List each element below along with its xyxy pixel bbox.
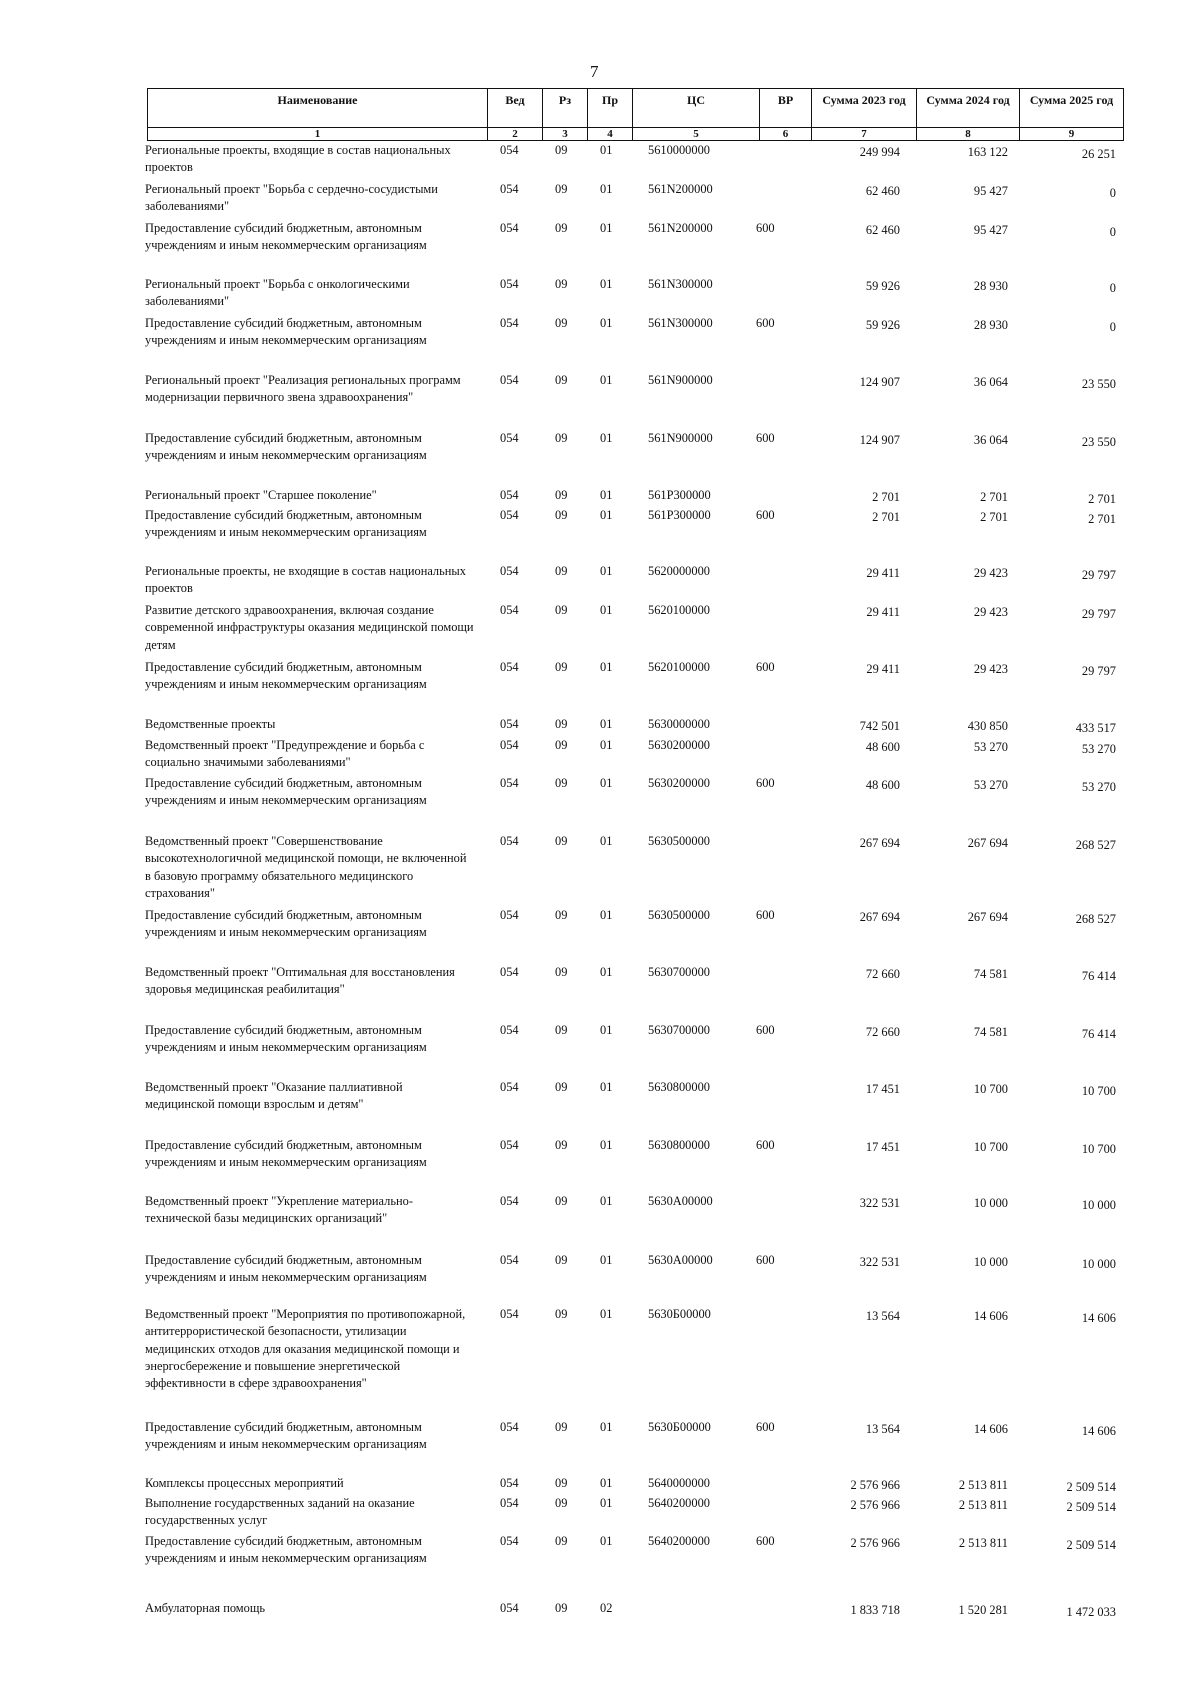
cell-cs: 5630800000 [648, 1138, 710, 1152]
cell-cs: 5630000000 [648, 717, 710, 731]
cell-vr: 600 [756, 908, 775, 922]
cell-s2024: 29 423 [973, 605, 1008, 619]
cell-s2023: 72 660 [865, 967, 900, 981]
cell-s2023: 1 833 718 [850, 1603, 900, 1617]
cell-ved: 054 [500, 1420, 519, 1434]
cell-vr: 600 [756, 1420, 775, 1434]
cell-vr: 600 [756, 1023, 775, 1037]
cell-s2024: 14 606 [973, 1422, 1008, 1436]
col-number: 9 [1020, 128, 1124, 141]
cell-ved: 054 [500, 373, 519, 387]
cell-cs: 5640200000 [648, 1534, 710, 1548]
cell-cs: 5620100000 [648, 660, 710, 674]
cell-name: Ведомственный проект "Укрепление материально-технической базы медицинских организаций" [145, 1194, 413, 1226]
col-header-pr: Пр [588, 89, 633, 128]
cell-ved: 054 [500, 143, 519, 157]
cell-s2023: 29 411 [866, 662, 900, 676]
cell-name: Предоставление субсидий бюджетным, автономным учреждениям и иным некоммерческим организациям [145, 508, 427, 540]
cell-name: Ведомственный проект "Предупреждение и борьба с социально значимыми заболеваниями" [145, 738, 425, 770]
cell-name: Предоставление субсидий бюджетным, автономным учреждениям и иным некоммерческим организациям [145, 1534, 427, 1566]
cell-cs: 5630700000 [648, 1023, 710, 1037]
cell-s2025: 433 517 [1075, 721, 1116, 735]
col-header-sum2024: Сумма 2024 год [917, 89, 1020, 128]
cell-pr: 01 [600, 277, 613, 291]
col-header-cs: ЦС [633, 89, 760, 128]
cell-s2025: 2 701 [1088, 492, 1116, 506]
cell-s2023: 59 926 [865, 279, 900, 293]
cell-name: Предоставление субсидий бюджетным, автономным учреждениям и иным некоммерческим организациям [145, 1420, 427, 1452]
cell-s2024: 267 694 [967, 910, 1008, 924]
cell-cs: 561N900000 [648, 431, 713, 445]
cell-name: Амбулаторная помощь [145, 1601, 266, 1615]
cell-pr: 01 [600, 1307, 613, 1321]
cell-name: Региональный проект "Борьба с онкологическими заболеваниями" [145, 277, 410, 309]
page-number: 7 [590, 62, 599, 81]
col-number: 1 [148, 128, 488, 141]
col-header-ved: Вед [488, 89, 543, 128]
cell-pr: 02 [600, 1601, 613, 1615]
col-number: 3 [543, 128, 588, 141]
cell-rz: 09 [555, 1420, 568, 1434]
cell-s2025: 14 606 [1081, 1424, 1116, 1438]
cell-rz: 09 [555, 660, 568, 674]
cell-vr: 600 [756, 1138, 775, 1152]
cell-s2024: 14 606 [973, 1309, 1008, 1323]
cell-s2025: 23 550 [1081, 435, 1116, 449]
cell-s2025: 10 000 [1081, 1257, 1116, 1271]
cell-rz: 09 [555, 182, 568, 196]
cell-name: Региональный проект "Реализация региональных программ модернизации первичного звена здравоохранения" [145, 373, 461, 405]
cell-s2024: 28 930 [973, 279, 1008, 293]
cell-name: Выполнение государственных заданий на оказание государственных услуг [145, 1496, 415, 1528]
col-number: 6 [760, 128, 812, 141]
cell-vr: 600 [756, 660, 775, 674]
cell-s2024: 74 581 [973, 967, 1008, 981]
cell-s2025: 29 797 [1081, 568, 1116, 582]
cell-name: Предоставление субсидий бюджетным, автономным учреждениям и иным некоммерческим организациям [145, 776, 427, 808]
cell-ved: 054 [500, 908, 519, 922]
cell-s2023: 59 926 [865, 318, 900, 332]
cell-s2023: 29 411 [866, 566, 900, 580]
cell-s2023: 13 564 [865, 1309, 900, 1323]
cell-rz: 09 [555, 316, 568, 330]
cell-s2023: 124 907 [859, 433, 900, 447]
cell-name: Ведомственный проект "Совершенствование высокотехнологичной медицинской помощи, не включенной в базовую программу обязательного медицинского страхования" [145, 834, 467, 900]
cell-s2024: 2 701 [980, 510, 1008, 524]
cell-vr: 600 [756, 221, 775, 235]
cell-pr: 01 [600, 508, 613, 522]
cell-rz: 09 [555, 834, 568, 848]
cell-ved: 054 [500, 738, 519, 752]
cell-ved: 054 [500, 316, 519, 330]
cell-pr: 01 [600, 965, 613, 979]
cell-s2025: 29 797 [1081, 664, 1116, 678]
cell-s2025: 0 [1109, 186, 1116, 200]
cell-pr: 01 [600, 564, 613, 578]
cell-rz: 09 [555, 1023, 568, 1037]
col-header-sum2023: Сумма 2023 год [812, 89, 917, 128]
cell-cs: 5630Б00000 [648, 1420, 711, 1434]
cell-ved: 054 [500, 717, 519, 731]
cell-ved: 054 [500, 508, 519, 522]
cell-pr: 01 [600, 316, 613, 330]
cell-s2025: 76 414 [1081, 1027, 1116, 1041]
cell-s2025: 0 [1109, 225, 1116, 239]
cell-s2024: 10 700 [973, 1082, 1008, 1096]
cell-cs: 5630A00000 [648, 1194, 713, 1208]
cell-s2024: 53 270 [973, 778, 1008, 792]
cell-cs: 5640200000 [648, 1496, 710, 1510]
cell-ved: 054 [500, 1080, 519, 1094]
cell-s2025: 26 251 [1081, 147, 1116, 161]
cell-name: Региональный проект "Борьба с сердечно-сосудистыми заболеваниями" [145, 182, 438, 214]
cell-s2024: 28 930 [973, 318, 1008, 332]
cell-s2024: 267 694 [967, 836, 1008, 850]
cell-name: Предоставление субсидий бюджетным, автономным учреждениям и иным некоммерческим организациям [145, 431, 427, 463]
cell-s2024: 2 701 [980, 490, 1008, 504]
cell-s2023: 72 660 [865, 1025, 900, 1039]
cell-rz: 09 [555, 1496, 568, 1510]
cell-rz: 09 [555, 373, 568, 387]
cell-name: Ведомственный проект "Оказание паллиативной медицинской помощи взрослым и детям" [145, 1080, 403, 1112]
cell-cs: 561N200000 [648, 182, 713, 196]
cell-rz: 09 [555, 1601, 568, 1615]
cell-rz: 09 [555, 776, 568, 790]
col-header-rz: Рз [543, 89, 588, 128]
cell-pr: 01 [600, 908, 613, 922]
cell-vr: 600 [756, 316, 775, 330]
col-number: 5 [633, 128, 760, 141]
cell-rz: 09 [555, 1253, 568, 1267]
cell-ved: 054 [500, 488, 519, 502]
cell-s2025: 53 270 [1081, 742, 1116, 756]
cell-name: Предоставление субсидий бюджетным, автономным учреждениям и иным некоммерческим организациям [145, 1023, 427, 1055]
cell-s2023: 2 701 [872, 510, 900, 524]
cell-s2024: 2 513 811 [958, 1478, 1008, 1492]
cell-cs: 561P300000 [648, 508, 711, 522]
cell-ved: 054 [500, 1194, 519, 1208]
cell-s2024: 29 423 [973, 566, 1008, 580]
cell-s2025: 0 [1109, 320, 1116, 334]
col-header-name: Наименование [148, 89, 488, 128]
cell-name: Ведомственный проект "Мероприятия по противопожарной, антитеррористической безопасности, утилизации медицинских отходов для оказания медицинской помощи и энергосбережение и повышение энергетической эффективности в сфере здравоохранения" [145, 1307, 466, 1391]
cell-pr: 01 [600, 717, 613, 731]
cell-ved: 054 [500, 776, 519, 790]
cell-s2024: 163 122 [967, 145, 1008, 159]
cell-pr: 01 [600, 834, 613, 848]
cell-pr: 01 [600, 1080, 613, 1094]
cell-pr: 01 [600, 603, 613, 617]
cell-pr: 01 [600, 1138, 613, 1152]
cell-ved: 054 [500, 1534, 519, 1548]
cell-s2023: 62 460 [865, 184, 900, 198]
cell-pr: 01 [600, 182, 613, 196]
cell-pr: 01 [600, 1023, 613, 1037]
cell-rz: 09 [555, 1138, 568, 1152]
cell-pr: 01 [600, 1420, 613, 1434]
cell-cs: 561N300000 [648, 277, 713, 291]
cell-s2023: 13 564 [865, 1422, 900, 1436]
cell-vr: 600 [756, 431, 775, 445]
col-header-sum2025: Сумма 2025 год [1020, 89, 1124, 128]
cell-s2024: 74 581 [973, 1025, 1008, 1039]
cell-s2023: 48 600 [865, 778, 900, 792]
cell-cs: 5620100000 [648, 603, 710, 617]
cell-s2025: 10 000 [1081, 1198, 1116, 1212]
cell-cs: 5630Б00000 [648, 1307, 711, 1321]
cell-name: Региональные проекты, не входящие в состав национальных проектов [145, 564, 466, 596]
cell-rz: 09 [555, 965, 568, 979]
cell-s2023: 322 531 [859, 1255, 900, 1269]
cell-s2025: 23 550 [1081, 377, 1116, 391]
cell-s2025: 1 472 033 [1066, 1605, 1116, 1619]
cell-rz: 09 [555, 603, 568, 617]
cell-ved: 054 [500, 1253, 519, 1267]
cell-ved: 054 [500, 660, 519, 674]
cell-s2025: 10 700 [1081, 1084, 1116, 1098]
col-number: 8 [917, 128, 1020, 141]
cell-s2023: 2 576 966 [850, 1478, 900, 1492]
cell-cs: 5630800000 [648, 1080, 710, 1094]
cell-rz: 09 [555, 1534, 568, 1548]
cell-pr: 01 [600, 488, 613, 502]
cell-rz: 09 [555, 488, 568, 502]
cell-name: Ведомственный проект "Оптимальная для восстановления здоровья медицинская реабилитация" [145, 965, 455, 997]
cell-pr: 01 [600, 373, 613, 387]
cell-ved: 054 [500, 277, 519, 291]
cell-rz: 09 [555, 143, 568, 157]
cell-s2025: 2 509 514 [1066, 1480, 1116, 1494]
cell-cs: 561P300000 [648, 488, 711, 502]
cell-cs: 5620000000 [648, 564, 710, 578]
cell-s2024: 36 064 [973, 433, 1008, 447]
cell-pr: 01 [600, 738, 613, 752]
cell-ved: 054 [500, 1023, 519, 1037]
cell-s2023: 742 501 [859, 719, 900, 733]
cell-s2023: 17 451 [865, 1082, 900, 1096]
cell-name: Ведомственные проекты [145, 717, 276, 731]
cell-pr: 01 [600, 143, 613, 157]
cell-s2024: 10 000 [973, 1196, 1008, 1210]
cell-rz: 09 [555, 508, 568, 522]
cell-cs: 5630200000 [648, 776, 710, 790]
cell-rz: 09 [555, 717, 568, 731]
cell-s2024: 2 513 811 [958, 1536, 1008, 1550]
cell-ved: 054 [500, 1307, 519, 1321]
cell-s2023: 322 531 [859, 1196, 900, 1210]
cell-s2024: 36 064 [973, 375, 1008, 389]
cell-pr: 01 [600, 221, 613, 235]
cell-s2025: 14 606 [1081, 1311, 1116, 1325]
cell-ved: 054 [500, 182, 519, 196]
cell-cs: 5630700000 [648, 965, 710, 979]
cell-rz: 09 [555, 221, 568, 235]
cell-cs: 5610000000 [648, 143, 710, 157]
cell-name: Предоставление субсидий бюджетным, автономным учреждениям и иным некоммерческим организациям [145, 660, 427, 692]
cell-s2025: 2 701 [1088, 512, 1116, 526]
cell-s2023: 249 994 [859, 145, 900, 159]
cell-s2024: 10 000 [973, 1255, 1008, 1269]
cell-s2023: 29 411 [866, 605, 900, 619]
cell-rz: 09 [555, 908, 568, 922]
cell-ved: 054 [500, 1601, 519, 1615]
cell-rz: 09 [555, 1194, 568, 1208]
col-number: 7 [812, 128, 917, 141]
cell-s2024: 29 423 [973, 662, 1008, 676]
cell-rz: 09 [555, 564, 568, 578]
cell-pr: 01 [600, 1496, 613, 1510]
cell-ved: 054 [500, 1496, 519, 1510]
cell-ved: 054 [500, 564, 519, 578]
cell-s2023: 124 907 [859, 375, 900, 389]
cell-cs: 561N900000 [648, 373, 713, 387]
cell-s2025: 2 509 514 [1066, 1538, 1116, 1552]
cell-s2023: 2 701 [872, 490, 900, 504]
cell-rz: 09 [555, 431, 568, 445]
cell-s2025: 10 700 [1081, 1142, 1116, 1156]
cell-pr: 01 [600, 1194, 613, 1208]
cell-rz: 09 [555, 1476, 568, 1490]
cell-ved: 054 [500, 1138, 519, 1152]
cell-cs: 5630A00000 [648, 1253, 713, 1267]
cell-s2024: 53 270 [973, 740, 1008, 754]
cell-s2025: 268 527 [1075, 838, 1116, 852]
cell-pr: 01 [600, 660, 613, 674]
cell-s2023: 2 576 966 [850, 1536, 900, 1550]
cell-name: Предоставление субсидий бюджетным, автономным учреждениям и иным некоммерческим организациям [145, 1253, 427, 1285]
cell-pr: 01 [600, 1534, 613, 1548]
cell-s2023: 48 600 [865, 740, 900, 754]
cell-pr: 01 [600, 431, 613, 445]
cell-s2025: 76 414 [1081, 969, 1116, 983]
cell-name: Предоставление субсидий бюджетным, автономным учреждениям и иным некоммерческим организациям [145, 221, 427, 253]
cell-ved: 054 [500, 603, 519, 617]
cell-s2024: 95 427 [973, 223, 1008, 237]
cell-s2025: 268 527 [1075, 912, 1116, 926]
cell-name: Региональные проекты, входящие в состав национальных проектов [145, 143, 451, 175]
cell-vr: 600 [756, 1253, 775, 1267]
cell-name: Региональный проект "Старшее поколение" [145, 488, 377, 502]
cell-s2023: 2 576 966 [850, 1498, 900, 1512]
col-number: 4 [588, 128, 633, 141]
cell-ved: 054 [500, 221, 519, 235]
cell-ved: 054 [500, 834, 519, 848]
cell-ved: 054 [500, 1476, 519, 1490]
cell-name: Предоставление субсидий бюджетным, автономным учреждениям и иным некоммерческим организациям [145, 1138, 427, 1170]
cell-s2024: 430 850 [967, 719, 1008, 733]
cell-s2023: 62 460 [865, 223, 900, 237]
cell-ved: 054 [500, 431, 519, 445]
cell-cs: 5630500000 [648, 834, 710, 848]
cell-name: Предоставление субсидий бюджетным, автономным учреждениям и иным некоммерческим организациям [145, 908, 427, 940]
cell-rz: 09 [555, 1307, 568, 1321]
cell-s2025: 29 797 [1081, 607, 1116, 621]
cell-rz: 09 [555, 1080, 568, 1094]
cell-rz: 09 [555, 277, 568, 291]
cell-rz: 09 [555, 738, 568, 752]
cell-s2023: 267 694 [859, 910, 900, 924]
cell-pr: 01 [600, 1253, 613, 1267]
cell-s2023: 17 451 [865, 1140, 900, 1154]
cell-pr: 01 [600, 776, 613, 790]
cell-s2024: 2 513 811 [958, 1498, 1008, 1512]
col-number: 2 [488, 128, 543, 141]
cell-vr: 600 [756, 1534, 775, 1548]
col-header-vr: ВР [760, 89, 812, 128]
cell-cs: 561N300000 [648, 316, 713, 330]
cell-name: Развитие детского здравоохранения, включая создание современной инфраструктуры оказания медицинской помощи детям [145, 603, 474, 652]
cell-name: Предоставление субсидий бюджетным, автономным учреждениям и иным некоммерческим организациям [145, 316, 427, 348]
cell-vr: 600 [756, 776, 775, 790]
cell-vr: 600 [756, 508, 775, 522]
cell-s2024: 1 520 281 [958, 1603, 1008, 1617]
cell-s2025: 2 509 514 [1066, 1500, 1116, 1514]
cell-cs: 561N200000 [648, 221, 713, 235]
cell-s2025: 0 [1109, 281, 1116, 295]
cell-s2025: 53 270 [1081, 780, 1116, 794]
cell-s2024: 95 427 [973, 184, 1008, 198]
cell-s2024: 10 700 [973, 1140, 1008, 1154]
cell-cs: 5630500000 [648, 908, 710, 922]
cell-name: Комплексы процессных мероприятий [145, 1476, 344, 1490]
cell-pr: 01 [600, 1476, 613, 1490]
cell-s2023: 267 694 [859, 836, 900, 850]
cell-cs: 5640000000 [648, 1476, 710, 1490]
cell-cs: 5630200000 [648, 738, 710, 752]
cell-ved: 054 [500, 965, 519, 979]
